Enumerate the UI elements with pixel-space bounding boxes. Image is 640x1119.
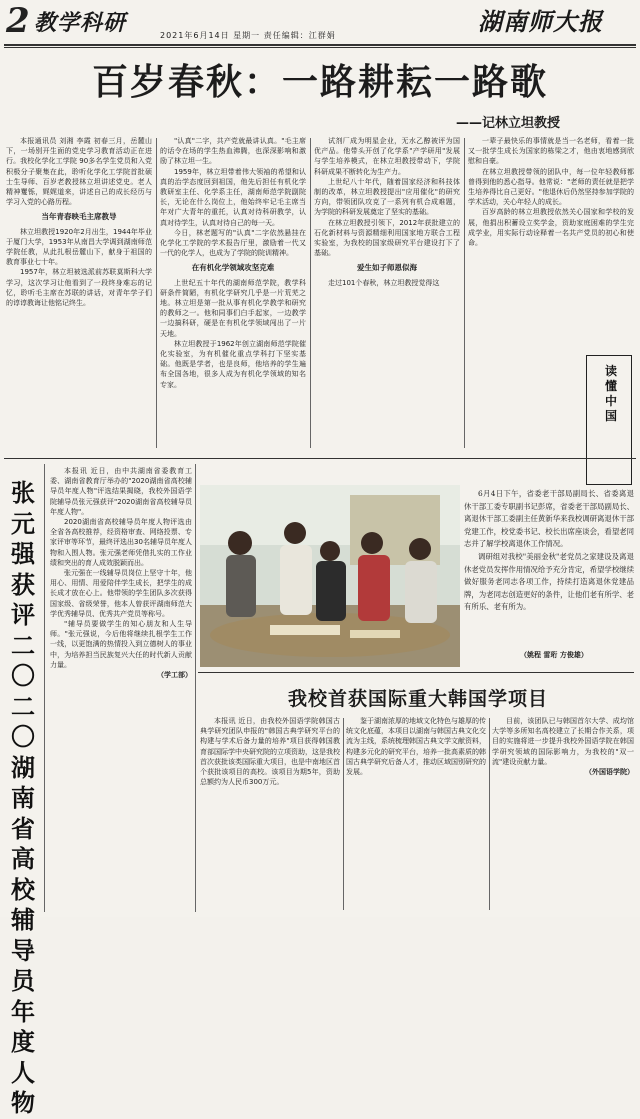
header-rule xyxy=(4,44,636,46)
story3-paragraph: 鉴于湖南浓厚的地域文化特色与雄厚的传统文化底蕴，本项目以湖南与韩国古典文化交流为主线，系统梳理韩国古典文学文献资料，构建多元化的研究平台，培养一批高素质的韩国古典学研究后备人才，推动区域国别研究的发展。 xyxy=(346,717,486,777)
story1-paragraph: 林立坦教授于1962年创立湖南师范学院催化实验室，为有机催化重点学科打下坚实基础。他既是学者，也是良师，他培养的学生遍布全国各地，很多人成为有机化学领域的知名专家。 xyxy=(160,339,306,389)
column-divider xyxy=(343,718,344,910)
story1-paragraph: "认真"二字，共产党就最讲认真。"毛主席的话令在场的学生热血沸腾，也深深影响和激励了林立坦一生。 xyxy=(160,137,306,166)
story2-vertical-headline: 张元强获评二〇二〇湖南省高校辅导员年度人物 xyxy=(11,479,35,1117)
story1-paragraph: 走过101个春秋，林立坦教授觉得这 xyxy=(328,278,440,287)
story1-column-4 xyxy=(468,136,634,350)
photo-caption xyxy=(464,488,634,614)
issue-info: 2021年6月14日 星期一 责任编辑：江群娟 xyxy=(160,31,336,40)
photo-credit: （姚程 雷珩 方俊雄） xyxy=(520,651,588,659)
caption-paragraph: 调研组对我校"美丽金秋"老党员之家建设及离退休老党员发挥作用情况给予充分肯定，希望学校继续做好服务老同志各项工作，持续打造离退休党建品牌，为老同志创造更好的条件，让他们老有所学、老有所乐、老有所为。 xyxy=(464,551,634,612)
story2-paragraph: 张元强在一线辅导员岗位上坚守十年，他用心、用情、用爱陪伴学生成长，把学生的成长成才放在心上。他带领的学生团队多次获得国家级、省级荣誉，他本人曾获评湖南师范大学优秀辅导员、优秀共产党员等称号。 xyxy=(50,569,192,618)
story1-column-3 xyxy=(314,136,460,448)
story1-subhead: ——记林立坦教授 xyxy=(455,116,560,131)
story1-paragraph: 1957年，林立坦被选派前苏联莫斯科大学学习，这次学习让他看到了一段终身难忘的记忆，聆听毛主席在苏联的讲话，对青年学子们的谆谆教诲让他铭记终生。 xyxy=(6,268,152,308)
plaque-text: 读懂中国 xyxy=(605,364,618,423)
story2-author: （学工部） xyxy=(157,671,192,680)
story2-lead: 本报讯 近日，由中共湖南省委教育工委、湖南省教育厅举办的"2020湖南省高校辅导员年度人物"评选结果揭晓，我校外国语学院辅导员张元强获评"2020湖南省高校辅导员年度人物"。 xyxy=(50,467,192,516)
story2-body xyxy=(50,466,192,906)
story1-paragraph: 上世纪八十年代，随着国家经济和科技体制的改革，林立坦教授提出"应用催化"的研究方向，带领团队攻克了一系列有机合成难题，为学院的科研发展奠定了坚实的基础。 xyxy=(314,177,460,217)
story1-paragraph: 林立坦教授1920年2月出生，1944年毕业于厦门大学，1953年从南昌大学调到湖南师范学院任教，从此扎根岳麓山下，献身于祖国的教育事业七十年。 xyxy=(6,227,152,267)
column-divider xyxy=(195,464,196,912)
section-divider xyxy=(198,672,634,673)
story2-paragraph: 2020湖南省高校辅导员年度人物评选由全省各高校推荐，经资格审查、网络投票、专家评审等环节，最终评选出30名辅导员年度人物和入围人物。张元强老师凭借扎实的工作业绩和突出的育人成效脱颖而出。 xyxy=(50,518,192,567)
reading-china-plaque xyxy=(586,355,632,485)
story1-paragraph: 一辈子最快乐的事情就是当一名老师，看着一批又一批学生成长为国家的栋梁之才，他由衷地感到欣慰和自豪。 xyxy=(468,137,634,166)
page-header xyxy=(0,0,640,48)
story3-column-1 xyxy=(200,716,340,912)
section-title: 教学科研 xyxy=(34,10,127,36)
story1-lead: 本报通讯员 刘湘 李霞 初春三月，岳麓山下，一场别开生面的党史学习教育活动正在进行。我校化学化工学院 90多名学生党员和入党积极分子聚集在此，聆听化学化工学院首批硕士生导师、百岁老教授林立坦讲述党史。老人精神矍铄，娓娓道来，讲述自己的成长经历与学习入党的心路历程。 xyxy=(6,137,152,207)
story3-author: （外国语学院） xyxy=(585,768,634,777)
story1-paragraph: 在林立坦教授引领下，2012年获批建立的石化新材料与资源精细利用国家地方联合工程实验室，为我校的国家级研究平台建设打下了基础。 xyxy=(314,218,460,258)
story3-lead: 本报讯 近日，由我校外国语学院韩国古典学研究团队申报的"韩国古典学研究平台的构建与学术后备力量的培养"项目获得韩国教育部国际学中央研究院的立项资助，这是我校首次获批该类国际重大项目，也是中南地区首个获批该项目的高校。该项目为期5年，资助总额约为人民币300万元。 xyxy=(200,717,340,787)
column-divider xyxy=(489,718,490,910)
story1-paragraph: 在林立坦教授带领的团队中，每一位年轻教师都曾得到他的悉心指导。他常说："老师的责任就是把学生培养得比自己更好。"他退休后仍然坚持参加学院的学术活动，关心年轻人的成长。 xyxy=(468,167,634,207)
story1-paragraph: 今日，林老题写的"认真"二字依然悬挂在化学化工学院的学术报告厅里，激励着一代又一代的化学人，也成为了学院的院训精神。 xyxy=(160,228,306,258)
section-divider xyxy=(4,458,636,459)
story1-headline: 百岁春秋：一路耕耘一路歌 xyxy=(91,62,548,103)
story3-column-2 xyxy=(346,716,486,912)
masthead-logo: 湖南师大报 xyxy=(478,7,603,36)
column-divider xyxy=(464,138,465,448)
story3-paragraph: 目前，该团队已与韩国首尔大学、成均馆大学等多所知名高校建立了长期合作关系，项目的实施将进一步提升我校外国语学院在韩国学研究领域的国际影响力，为我校的"双一流"建设贡献力量。 xyxy=(492,717,634,766)
column-divider xyxy=(310,138,311,448)
story1-subheading-1: 当年青春映毛主席教导 xyxy=(41,212,117,222)
story2-paragraph: "辅导员要做学生的知心朋友和人生导师。"张元强说，今后他将继续扎根学生工作一线，以更饱满的热情投入到立德树人的事业中，为培养担当民族复兴大任的时代新人贡献力量。 xyxy=(50,620,192,669)
news-photo-illustration xyxy=(200,485,460,667)
page-number: 2 xyxy=(6,1,30,41)
story1-paragraph: 1959年，林立坦带着伟大领袖的希望和认真的治学态度回到祖国，他先后担任有机化学教研室主任、化学系主任，湖南师范学院副院长，无论在什么岗位上，他始终牢记毛主席当年对广大青年的重托，认真对待科研教学，认真对待学生，认真对待自己的每一天。 xyxy=(160,167,306,227)
story3-column-3 xyxy=(492,716,634,912)
caption-paragraph: 6月4日下午，省委老干部局副局长、省委离退休干部工委专职副书记彭席，省委老干部局副局长、离退休干部工委副主任黄新华来我校调研离退休干部党建工作，校党委书记、校长出席座谈会，看望老同志并了解学校离退休工作情况。 xyxy=(464,489,634,549)
story1-column-2 xyxy=(160,136,306,448)
story1-subheading-2: 在有机化学领域攻坚克难 xyxy=(191,263,275,273)
story1-column-1 xyxy=(6,136,152,448)
column-divider xyxy=(156,138,157,448)
story1-subheading-3: 爱生如子师恩似海 xyxy=(357,263,417,273)
story1-paragraph: 百岁高龄的林立坦教授依然关心国家和学校的发展，他捐出积蓄设立奖学金，资助家庭困难的学生完成学业，用实际行动诠释着一名共产党员的初心和使命。 xyxy=(468,208,634,248)
news-photo xyxy=(200,485,460,667)
header-rule-thin xyxy=(4,47,636,48)
story1-paragraph: 试剂厂成为明星企业，无水乙醇被评为国优产品。他带头开创了化学系"产学研用"发展与学生培养模式，在林立坦教授带动下，学院科研成果不断转化为生产力。 xyxy=(314,137,460,176)
column-divider xyxy=(44,464,45,912)
story3-headline: 我校首获国际重大韩国学项目 xyxy=(287,688,548,710)
story1-paragraph: 上世纪五十年代的湖南师范学院，教学科研条件简陋，有机化学研究几乎是一片荒芜之地。林立坦是第一批从事有机化学教学和研究的教师之一。他和同事们白手起家，一边教学一边搞科研，硬是在有机化学领域闯出了一片天地。 xyxy=(160,278,306,338)
